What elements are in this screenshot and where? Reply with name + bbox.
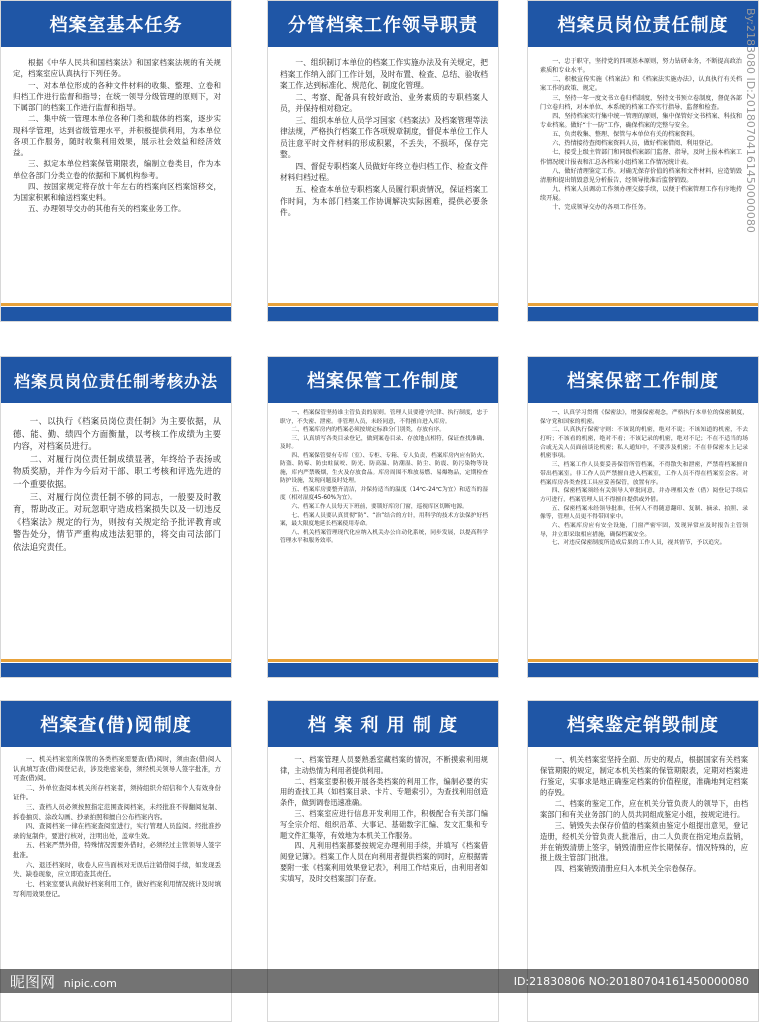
- board-title: 档案保管工作制度: [268, 357, 498, 403]
- paragraph: 四、坚持档案实行集中统一管理的原则，集中保管好文书档案、科技和专业档案。做好“十一防”工作，确保档案的完整与安全。: [540, 112, 742, 129]
- watermark-id: ID:21830806 NO:20180704161450000080: [513, 974, 749, 988]
- board-confidentiality-system: [527, 356, 759, 678]
- paragraph: 四、督促专职档案人员做好年终立卷归档工作、检查文件材料归档过程。: [280, 161, 488, 183]
- paragraph: 二、认真执行保密守则：不该说的机密，绝对不说；不该知道的机密，不去打听；不该看的机密，绝对不看；不该记录的机密，绝对不记；不在不适当的场合或无关人员面前谈论机密；私人通知中，不要涉及机密；不在非保密本上记录机密事项。: [540, 427, 748, 460]
- paragraph: 五、保密档案未经领导批准，任何人不得随意翻印、复制、摘录、拍照、录像等，管理人员更不得带回家中。: [540, 505, 748, 521]
- paragraph: 二、考察、配备具有较好政治、业务素质的专职档案人员，并保持相对稳定。: [280, 92, 488, 114]
- board-footer-bar: [528, 307, 758, 321]
- paragraph: 四、档案保管要有专库（室）、专柜、专箱、专人负责，档案库房内应有防火、防盗、防霉、防虫蛀鼠咬、防光、防高温、防潮湿、防尘、防震、防污染物等设施，库内严禁吸烟，生火及存放食品。库房周围不堆放易燃、易爆物品，定期检查防护设施，发现问题及时处理。: [280, 452, 488, 485]
- paragraph: 三、坚持一年一度文书立卷归档制度，坚持文书预立卷制度，督促各部门立卷归档，对本单位、本系统的档案工作实行指导、监督和检查。: [540, 94, 742, 111]
- paragraph: 八、机关档案管理现代化应纳入机关办公自动化系统，同步发展，以提高科学管理水平和服务效率。: [280, 529, 488, 545]
- paragraph: 一、机关档案室坚持全面、历史的观点，根据国家有关档案保管期限的规定，制定本机关档案的保管期限表，定期对档案进行鉴定，实事求是地正确鉴定档案的价值程度，准确地判定档案的存毁。: [540, 755, 748, 797]
- board-title: 档案室基本任务: [1, 1, 231, 47]
- paragraph: 四、保密档案须经有关领导人审批同意，并办理相关查（借）阅登记手续后方可进行，档案管理人员不得擅自提供或外借。: [540, 488, 748, 503]
- paragraph: 七、档案人员要认真贯彻“防”、“治”结合的方针，用科学的技术方法保护好档案，最大限度地延长档案使用寿命。: [280, 512, 488, 528]
- paragraph: 三、拟定本单位档案保管期限表，编制立卷类目，作为本单位各部门分类立卷的依据和下属机构参考。: [13, 159, 221, 180]
- paragraph: 四、凡利用档案都要按规定办理利用手续，并填写《档案借阅登记簿》。档案工作人员在向利用者提供档案的同时，应根据需要附一张《档案利用效果登记表》，利用工作结束后，由利用者如实填写，及时交档案部门存查。: [280, 841, 488, 883]
- paragraph: 六、档案库房应有安全设施，门窗严密牢固，发现异常应及时报告主管领导，并立即采取相应措施，确保档案安全。: [540, 522, 748, 538]
- paragraph: 三、档案室应进行信息开发利用工作，积极配合有关部门编写全宗介绍、组织沿革、大事记、基础数字汇编、发文汇集和专题文件汇集等，有效地为本机关工作服务。: [280, 808, 488, 840]
- paragraph: 四、档案销毁清册应归入本机关全宗卷保存。: [554, 864, 701, 874]
- paragraph: 二、积极宣传实施《档案法》和《档案法实施办法》，认真执行有关档案工作的政策、规定。: [540, 76, 742, 93]
- board-title: 档案员岗位责任制度: [528, 1, 758, 47]
- board-body: [13, 755, 221, 995]
- paragraph: 一、以执行《档案员岗位责任制》为主要依据，从德、能、勤、绩四个方面衡量，以考核工作成绩为主要内容，对档案员进行。: [13, 416, 221, 452]
- paragraph: 一、对本单位形成的各种文件材料的收集、整理、立卷和归档工作进行监督和指导；在统一领导分级管理的原则下，对下属部门的档案工作进行监督和指导。: [13, 80, 221, 112]
- board-body: [540, 57, 742, 299]
- watermark-bar: [0, 969, 759, 993]
- board-storage-system: [267, 356, 499, 678]
- paragraph: 四、查阅档案一律在档案查阅室进行，实行管理人员监阅。经批准抄录的复制件，要进行核对，注明出处，盖章生效。: [13, 822, 221, 840]
- board-body: [280, 755, 488, 995]
- paragraph: 一、档案管理人员要熟悉室藏档案的情况，不断摸索利用规律，主动热情为利用者提供利用。: [280, 755, 488, 775]
- paragraph: 四、按国家规定将存放十年左右的档案向区档案馆移交，为国家积累和输送档案史料。: [13, 181, 221, 202]
- paragraph: 一、档案保管坚持谁主管负责的原则。管理人员要遵守纪律、执行制度，忠于职守，不失密、泄密。非管理人员，未经同意，不得擅自进入库房。: [280, 410, 488, 425]
- board-body: [280, 57, 488, 299]
- board-footer-bar: [528, 663, 758, 677]
- board-body: [540, 755, 748, 995]
- paragraph: 六、退还档案时，收卷人应当面核对无误后注销借阅手续，如发现丢失、缺卷现象，应立即追查其责任。: [13, 860, 221, 879]
- board-archivist-responsibility: [527, 0, 759, 322]
- board-title: 档案鉴定销毁制度: [528, 701, 758, 747]
- paragraph: 十、完成领导交办的各项工作任务。: [552, 204, 650, 212]
- paragraph: 二、外单位查阅本机关所存档案者，须持组织介绍信和个人有效身份证件。: [13, 783, 221, 802]
- paragraph: 一、机关档案室所保管的各类档案需要查(借)阅时，须由查(借)阅人认真填写查(借)阅登记表，涉及绝密案卷，须经机关领导人签字批准，方可查(借)阅。: [13, 755, 221, 783]
- paragraph: 一、忠于职守，坚持党的四项基本原则，努力钻研业务，不断提高政治素质和专业水平。: [540, 58, 742, 75]
- board-footer-bar: [1, 307, 231, 321]
- paragraph: 九、档案人员调动工作须办理交接手续，以便于档案管理工作有序地持续开展。: [540, 185, 742, 203]
- board-title: 档案保密工作制度: [528, 357, 758, 403]
- paragraph: 五、负责收集、整理、保管与本单位有关的档案资料。: [552, 131, 699, 139]
- paragraph: 六、热情接待查阅档案资料人员，做好档案借阅、利用登记。: [552, 140, 717, 148]
- board-body: [540, 409, 748, 655]
- board-title: 分管档案工作领导职责: [268, 1, 498, 47]
- paragraph: 五、档案严禁外借，特殊情况需要外借时，必须经过主管领导人签字批准。: [13, 841, 221, 860]
- paragraph: 三、组织本单位人员学习国家《档案法》及档案管理等法律法规，严格执行档案工作各项规章制度，督促本单位工作人员注意平时文件材料的形成积累，不丢失，不损坏，保存完整。: [280, 115, 488, 160]
- paragraph: 一、认真学习贯彻《保密法》，增强保密观念，严格执行本单位的保密制度，保守党和国家的机密。: [540, 410, 748, 425]
- paragraph: 六、档案工作人员每天下班前，要锁好库房门窗，巡视库区切断电源。: [291, 504, 468, 511]
- paragraph: 五、办理领导交办的其他有关的档案业务工作。: [28, 204, 186, 214]
- paragraph: 三、档案工作人员要妥善保管所管档案，不得散失和泄密，严禁将档案擅自带出档案室。非工作人员严禁擅自进入档案室，工作人员不得在档案室会客。对档案库房各类查找工具应妥善保管，放置有序。: [540, 462, 748, 486]
- paragraph: 三、认真填写各类目录登记，做到案卷目录、存放地点相符，保证查找准确、及时。: [280, 435, 488, 451]
- paragraph: 七、对违反保密制度所造成后果的工作人员，视其情节，予以追究。: [551, 540, 726, 547]
- side-id-watermark: By:2183080 ID:20180704161450000080: [744, 8, 757, 233]
- board-title: 档 案 利 用 制 度: [268, 701, 498, 747]
- paragraph: 二、集中统一管理本单位各种门类和载体的档案，逐步实现科学管理，达到省级管理水平，并积极提供利用，为本单位各项工作服务，随时收集利用效果，展示社会效益和经济效益。: [13, 114, 221, 157]
- paragraph: 五、档案库房要整齐清洁，并保持适当的温度（14℃-24℃为宜）和适当的湿度（相对湿度45-60%为宜）。: [280, 486, 488, 502]
- board-footer-bar: [1, 663, 231, 677]
- watermark-brand-cn: 昵图网: [10, 972, 56, 991]
- board-assessment-method: [0, 356, 232, 678]
- paragraph: 二、档案库房内的档案必须按规定标准分门别类，存放有序。: [291, 427, 445, 434]
- board-footer-bar: [268, 663, 498, 677]
- watermark-site: nipic.com: [63, 976, 117, 990]
- board-leader-duties: [267, 0, 499, 322]
- paragraph: 根据《中华人民共和国档案法》和国家档案法规的有关规定，档案室应认真执行下列任务。: [13, 58, 221, 79]
- board-body: [280, 409, 488, 655]
- paragraph: 三、查档人员必须按照指定范围查阅档案，未经批准不得翻阅复制、拆卷抽页、涂改勾画、抄录拍照和擅自公布档案内容。: [13, 803, 221, 821]
- paragraph: 七、档案室要认真做好档案利用工作，做好档案利用情况统计及时填写利用效果登记。: [13, 879, 221, 898]
- board-archive-room-tasks: [0, 0, 232, 322]
- watermark-brand: [10, 971, 117, 992]
- paragraph: 五、检查本单位专职档案人员履行职责情况，保证档案工作时间，为本部门档案工作协调解决实际困难，提供必要条件。: [280, 185, 488, 218]
- board-footer-bar: [268, 307, 498, 321]
- paragraph: 八、做好清理鉴定工作。对确无保存价值的档案和文件材料，应造销毁清册和提出销毁意见分析报告，经领导批准后监督销毁。: [540, 167, 742, 184]
- paragraph: 一、组织制订本单位的档案工作实施办法及有关规定，把档案工作纳入部门工作计划，及时布置、检查、总结、验收档案工作,达到标准化、规范化、制度化管理。: [280, 58, 488, 91]
- board-body: [13, 57, 221, 299]
- board-title: 档案查(借)阅制度: [1, 701, 231, 747]
- paragraph: 二、档案室要积极开展各类档案的利用工作，编制必要的实用的查找工具（如档案目录、卡片、专题索引），为查找利用创造条件，做到调卷迅速准确。: [280, 776, 488, 808]
- board-title: 档案员岗位责任制考核办法: [1, 357, 231, 403]
- paragraph: 三、销毁失去保存价值的档案须由鉴定小组提出意见，登记造册，经机关分管负责人批准后，由二人负责在指定地点监销，并在销毁清册上签字，销毁清册应作长期保存。情况特殊的，应报上级主管部门批准。: [540, 820, 748, 863]
- paragraph: 七、接受上级主管部门和同级档案部门监督、指导，及时上报本档案工作情况统计报表和汇总各档案小组档案工作情况统计表。: [540, 149, 742, 166]
- paragraph: 二、对履行岗位责任制成绩显著，年终给予表扬或物质奖励，并作为今后对干部、职工考核和评选先进的一个重要依据。: [13, 453, 221, 490]
- paragraph: 三、对履行岗位责任制不够的同志，一般要及时教育，帮助改正。对玩忽职守造成档案损失以及一切违反《档案法》规定的行为，则按有关规定给予批评教育或警告处分，情节严重构成违法犯罪的，将交由司法部门依法追究责任。: [13, 491, 221, 553]
- board-body: [13, 415, 221, 655]
- paragraph: 二、档案的鉴定工作，应在机关分管负责人的领导下，由档案部门和有关业务部门的人员共同组成鉴定小组，按规定进行。: [540, 798, 748, 819]
